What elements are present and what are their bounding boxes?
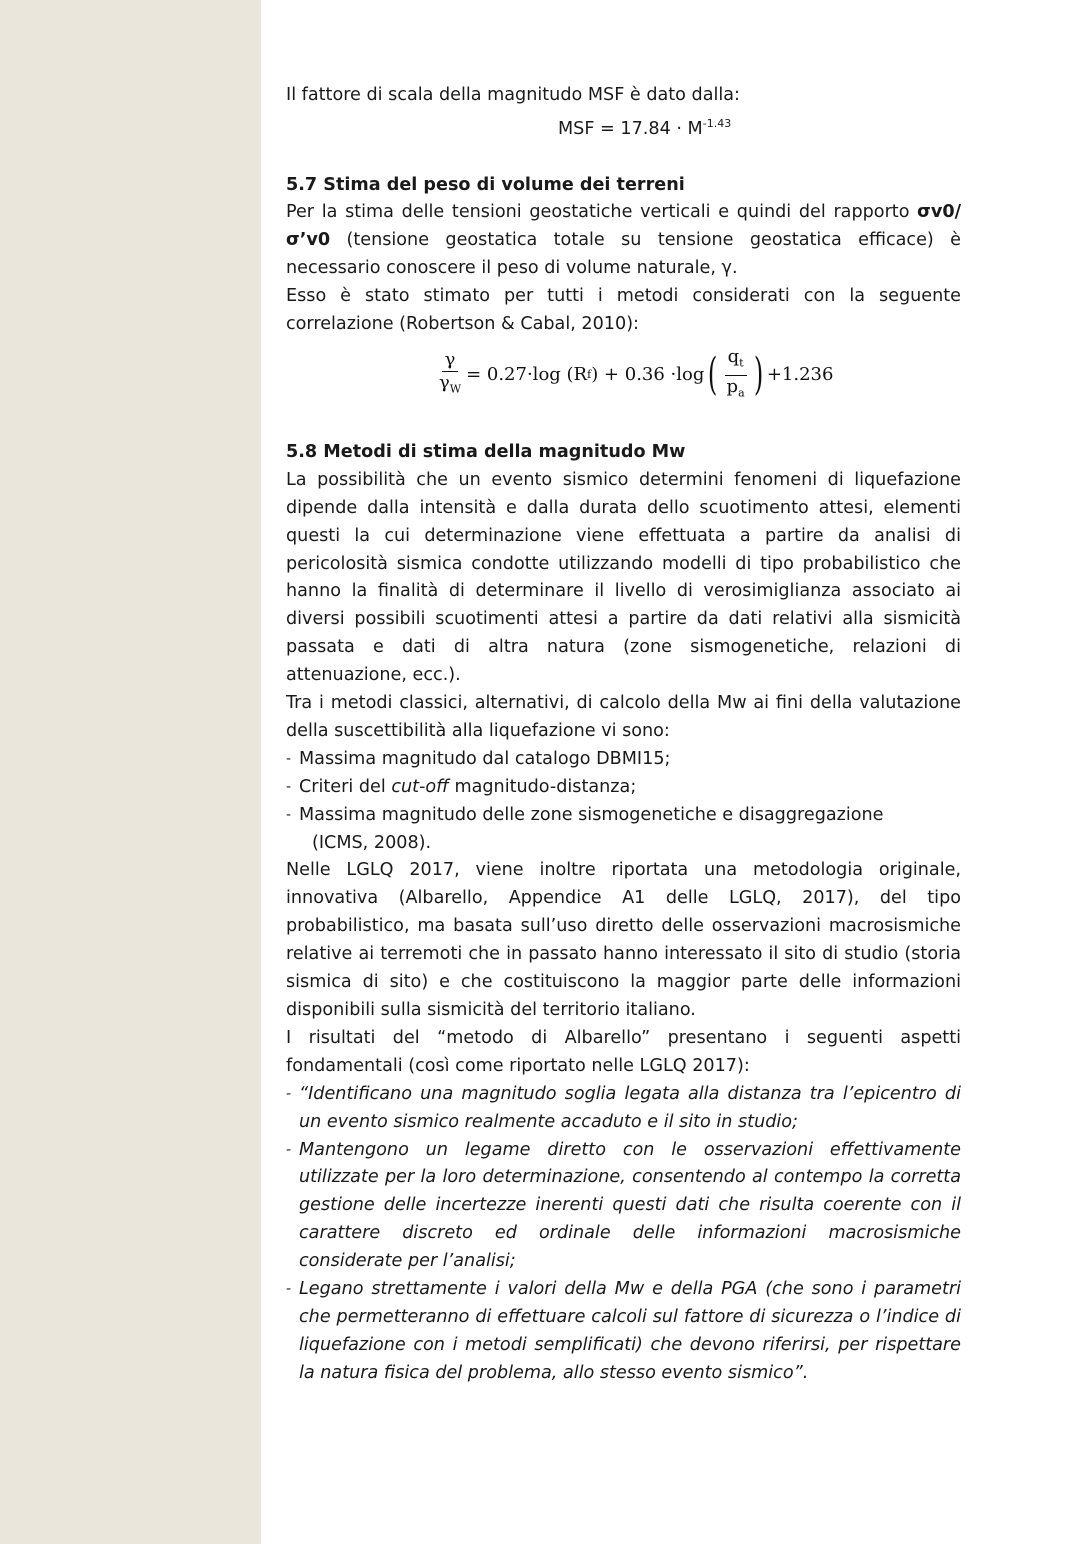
formula-rf-sub: f (587, 368, 592, 382)
albarello-list (286, 1081, 961, 1388)
gamma-formula (286, 339, 961, 411)
formula-tail: +1.236 (766, 364, 834, 386)
q-symbol: q (727, 345, 740, 367)
item2-em: cut-off (391, 776, 449, 797)
p-symbol: p (726, 375, 739, 397)
para1-rest: (tensione geostatica totale su tensione geostatica efficace) è necessario conoscere il peso di volume naturale, γ. (286, 230, 961, 279)
item3-cont: (ICMS, 2008). (312, 832, 432, 853)
gamma-fraction (436, 349, 464, 401)
list-item: - “Identificano una magnitudo soglia legata alla distanza tra l’epicentro di un evento sismico realmente accaduto e il sito in studio; (286, 1081, 961, 1137)
formula-mid2: ) + 0.36 ·log (591, 364, 705, 386)
section-5-8-heading: 5.8 Metodi di stima della magnitudo Mw (286, 441, 686, 462)
formula-mid: = 0.27·log (R (466, 364, 588, 386)
list-item: - Massima magnitudo dal catalogo DBMI15; (286, 746, 961, 774)
spacer (286, 144, 961, 172)
methods-list (286, 746, 961, 858)
left-paren: ( (708, 349, 718, 400)
q-sub: t (739, 356, 744, 370)
section-5-7-heading: 5.7 Stima del peso di volume dei terreni (286, 174, 685, 195)
sigma-ratio: σv0/σ’v0 (286, 202, 962, 251)
list-item: - Legano strettamente i valori della Mw e della PGA (che sono i parametri che permetteranno di effettuare calcoli sul fattore di sicurezza o l’indice di liquefazione con i metodi semplificati) che devono riferirsi, per rispettare la natura fisica del problema, allo stesso evento sismico”. (286, 1276, 961, 1388)
right-paren: ) (753, 349, 763, 400)
section-5-7-paragraph-1 (286, 199, 961, 283)
item2-pre: Criteri del (299, 776, 392, 797)
para1-start: Per la stima delle tensioni geostatiche verticali e quindi del rapporto (286, 202, 910, 223)
document-page (286, 82, 961, 1388)
list-item (286, 774, 961, 802)
intro-line: Il fattore di scala della magnitudo MSF è dato dalla: (286, 85, 740, 105)
msf-formula (286, 110, 961, 144)
side-band (0, 0, 261, 1544)
section-5-8-paragraph-4: I risultati del “metodo di Albarello” presentano i seguenti aspetti fondamentali (così come riportato nelle LGLQ 2017): (286, 1027, 961, 1076)
item2-post: magnitudo-distanza; (448, 776, 637, 797)
gamma-den-sub: W (449, 382, 462, 396)
item3-text: - Massima magnitudo delle zone sismogenetiche e disaggregazione (299, 804, 884, 825)
section-5-8-paragraph-3: Nelle LGLQ 2017, viene inoltre riportata una metodologia originale, innovativa (Albarello, Appendice A1 delle LGLQ, 2017), del tipo probabilistico, ma basata sull’uso diretto delle osservazioni macrosismiche relative ai terremoti che in passato hanno interessato il sito di studio (storia sismica di sito) e che costituiscono la maggior parte delle informazioni disponibili sulla sismicità del territorio italiano. (286, 860, 961, 1021)
msf-formula-lhs: MSF = 17.84 · M (558, 118, 703, 139)
p-sub: a (738, 386, 745, 400)
list-item (286, 802, 961, 858)
gamma-den: γ (439, 372, 450, 394)
gamma-num: γ (442, 349, 459, 372)
list-item: - Mantengono un legame diretto con le osservazioni effettivamente utilizzate per la loro determinazione, consentendo al contempo la corretta gestione delle incertezze inerenti questi dati che risulta coerente con il carattere discreto ed ordinale delle informazioni macrosismiche considerate per l’analisi; (286, 1137, 961, 1277)
msf-formula-exponent: -1.43 (702, 116, 732, 130)
section-5-7-paragraph-2: Esso è stato stimato per tutti i metodi considerati con la seguente correlazione (Robertson & Cabal, 2010): (286, 286, 961, 335)
section-5-8-paragraph-2: Tra i metodi classici, alternativi, di calcolo della Mw ai fini della valutazione della suscettibilità alla liquefazione vi sono: (286, 693, 961, 741)
qt-pa-fraction (724, 346, 748, 404)
spacer (286, 411, 961, 439)
section-5-8-paragraph-1: La possibilità che un evento sismico determini fenomeni di liquefazione dipende dalla intensità e dalla durata dello scuotimento attesi, elementi questi la cui determinazione viene effettuata a partire da analisi di pericolosità sismica condotte utilizzando modelli di tipo probabilistico che hanno la finalità di determinare il livello di verosimiglianza associato ai diversi possibili scuotimenti attesi a partire da dati relativi alla sismicità passata e dati di altra natura (zone sismogenetiche, relazioni di attenuazione, ecc.). (286, 469, 961, 686)
